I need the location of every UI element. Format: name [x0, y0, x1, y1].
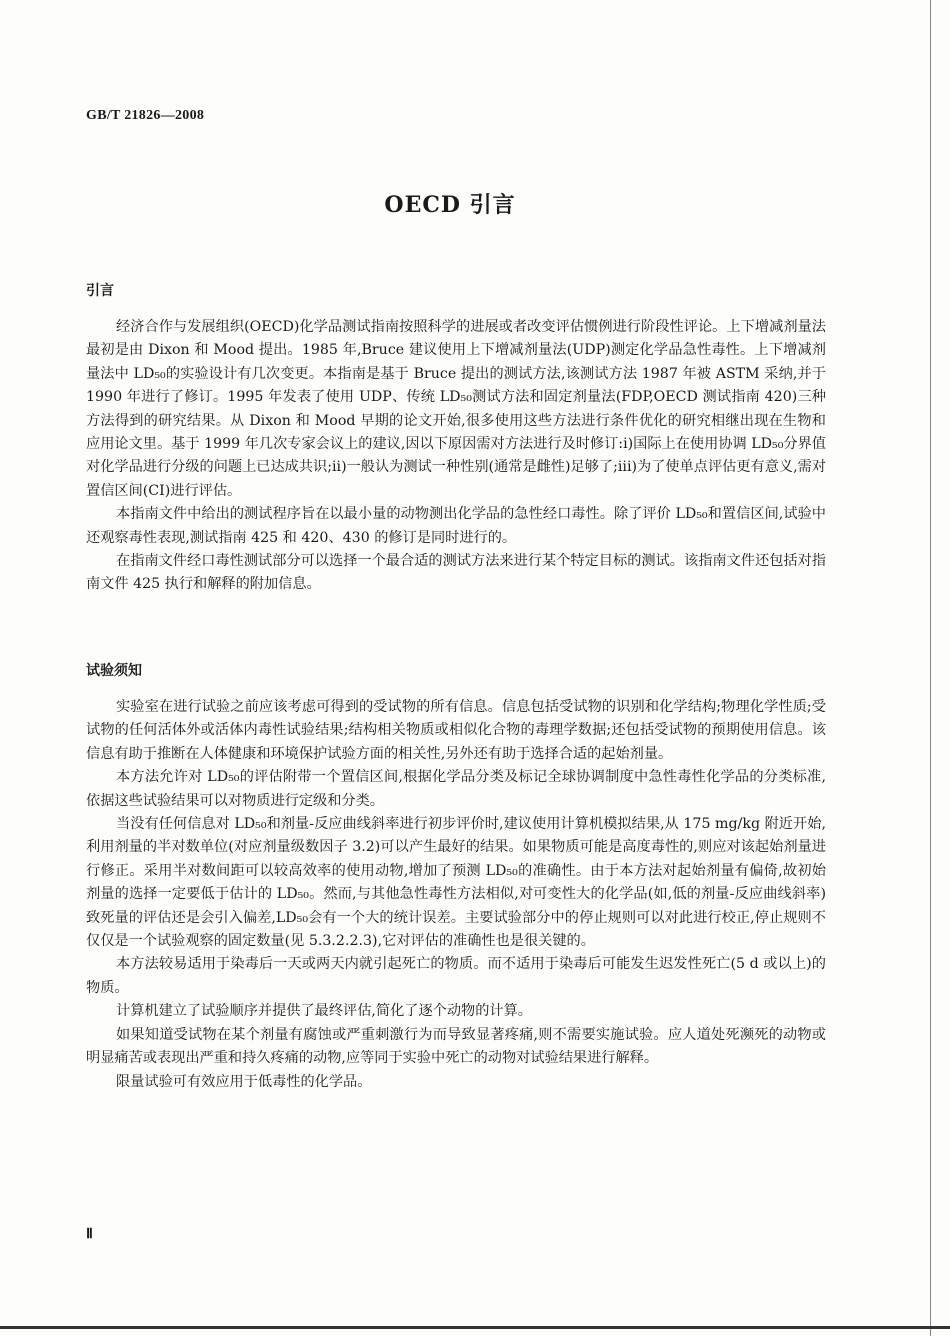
paragraph: 如果知道受试物在某个剂量有腐蚀或严重刺激行为而导致显著疼痛,则不需要实施试验。应人道处死濒死的动物或明显痛苦或表现出严重和持久疼痛的动物,应等同于实验中死亡的动物对试验结果进行解释。 — [86, 1026, 826, 1067]
section-heading: 引言 — [86, 283, 114, 299]
page-title: OECD 引言 — [384, 192, 516, 218]
section-heading: 试验须知 — [86, 663, 142, 679]
paragraph: 本方法允许对 LD₅₀的评估附带一个置信区间,根据化学品分类及标记全球协调制度中急性毒性化学品的分类标准,依据这些试验结果可以对物质进行定级和分类。 — [86, 769, 826, 809]
standard-code: GB/T 21826—2008 — [86, 108, 205, 123]
section-test-notes — [86, 660, 826, 1094]
paragraph: 计算机建立了试验顺序并提供了最终评估,简化了逐个动物的计算。 — [116, 1003, 532, 1020]
paragraph: 实验室在进行试验之前应该考虑可得到的受试物的所有信息。信息包括受试物的识别和化学结构;物理化学性质;受试物的任何活体外或活体内毒性试验结果;结构相关物质或相似化合物的毒理学数据;还包括受试物的预期使用信息。该信息有助于推断在人体健康和环境保护试验方面的相关性,另外还有助于选择合适的起始剂量。 — [86, 699, 826, 762]
section-introduction — [86, 280, 826, 597]
paragraph: 限量试验可有效应用于低毒性的化学品。 — [116, 1073, 372, 1090]
paragraph: 在指南文件经口毒性测试部分可以选择一个最合适的测试方法来进行某个特定目标的测试。该指南文件还包括对指南文件 425 执行和解释的附加信息。 — [86, 553, 826, 593]
scan-edge-bottom — [0, 1326, 950, 1329]
scan-edge-right — [930, 0, 931, 1336]
paragraph: 当没有任何信息对 LD₅₀和剂量-反应曲线斜率进行初步评价时,建议使用计算机模拟结果,从 175 mg/kg 附近开始,利用剂量的半对数单位(对应剂量级数因子 3.2)可以产生最好的结果。如果物质可能是高度毒性的,则应对该起始剂量进行修正。采用半对数间距可以较高效率的使用动物,增加了预测 LD₅₀的准确性。由于本方法对起始剂量有偏倚,故初始剂量的选择一定要低于估计的 LD₅₀。然而,与其他急性毒性方法相似,对可变性大的化学品(如,低的剂量-反应曲线斜率)致死量的评估还是会引入偏差,LD₅₀会有一个大的统计误差。主要试验部分中的停止规则可以对此进行校正,停止规则不仅仅是一个试验观察的固定数量(见 5.3.2.2.3),它对评估的准确性也是很关键的。 — [86, 816, 826, 950]
paragraph: 本方法较易适用于染毒后一天或两天内就引起死亡的物质。而不适用于染毒后可能发生迟发性死亡(5 d 或以上)的物质。 — [86, 956, 826, 996]
paragraph: 本指南文件中给出的测试程序旨在以最小量的动物测出化学品的急性经口毒性。除了评价 LD₅₀和置信区间,试验中还观察毒性表现,测试指南 425 和 420、430 的修订是同时进行的。 — [86, 506, 826, 546]
page-number: Ⅱ — [86, 1227, 93, 1242]
paragraph: 经济合作与发展组织(OECD)化学品测试指南按照科学的进展或者改变评估惯例进行阶段性评论。上下增减剂量法最初是由 Dixon 和 Mood 提出。1985 年,Bruce 建议使用上下增减剂量法(UDP)测定化学品急性毒性。上下增减剂量法中 LD₅₀的实验设计有几次变更。本指南是基于 Bruce 提出的测试方法,该测试方法 1987 年被 ASTM 采纳,并于 1990 年进行了修订。1995 年发表了使用 UDP、传统 LD₅₀测试方法和固定剂量法(FDP,OECD 测试指南 420)三种方法得到的研究结果。从 Dixon 和 Mood 早期的论文开始,很多使用这些方法进行条件优化的研究相继出现在生物和应用论文里。基于 1999 年几次专家会议上的建议,因以下原因需对方法进行及时修订:i)国际上在使用协调 LD₅₀分界值对化学品进行分级的问题上已达成共识;ii)一般认为测试一种性别(通常是雌性)足够了;iii)为了使单点评估更有意义,需对置信区间(CI)进行评估。 — [86, 319, 826, 499]
